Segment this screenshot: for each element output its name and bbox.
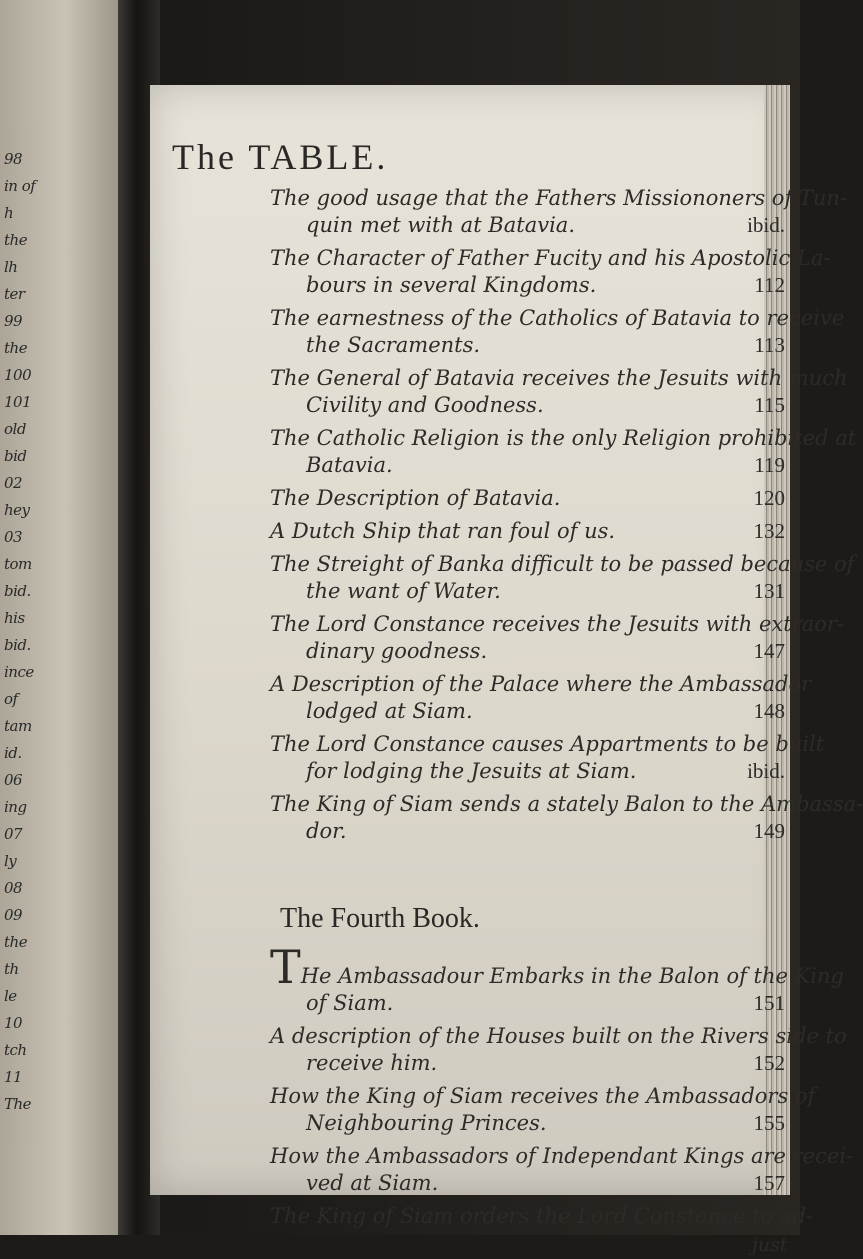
entry-line: dinary goodness.: [306, 639, 488, 663]
page-number: 155: [753, 1111, 785, 1135]
facing-page-fragment: The: [4, 1095, 32, 1113]
facing-page-fragment: th: [4, 960, 19, 978]
book-heading: The Fourth Book.: [280, 903, 480, 934]
entry-line: The Description of Batavia.: [270, 486, 561, 510]
facing-page-fragment: bid.: [4, 582, 31, 600]
entry-line: The General of Batavia receives the Jesuits with much: [270, 366, 848, 390]
entry-line: The Lord Constance causes Appartments to be built: [270, 732, 825, 756]
facing-page-fragment: of: [4, 690, 18, 708]
page-number: 112: [754, 273, 785, 297]
page-number: 147: [753, 639, 785, 663]
contents-entry: [270, 485, 785, 512]
entry-line: lodged at Siam.: [306, 699, 473, 723]
entry-line: The good usage that the Fathers Missiononers of Tun-: [270, 186, 848, 210]
facing-page-fragment: h: [4, 204, 14, 222]
contents-entry: [270, 940, 844, 1017]
contents-entry: [270, 185, 848, 239]
entry-line: of Siam.: [306, 991, 394, 1015]
entry-line: The Streight of Banka difficult to be passed because of: [270, 552, 855, 576]
entry-line: The King of Siam orders the Lord Constance to ad-: [270, 1204, 814, 1228]
entry-line: for lodging the Jesuits at Siam.: [306, 759, 637, 783]
page-number: 151: [753, 991, 785, 1015]
contents-entry: [270, 1083, 816, 1137]
entry-line: Batavia.: [306, 453, 393, 477]
entry-line: How the Ambassadors of Independant Kings are recei-: [270, 1144, 854, 1168]
facing-page-fragment: hey: [4, 501, 30, 519]
contents-entry: [270, 611, 845, 665]
page-title: The TABLE.: [172, 137, 389, 177]
entry-line: A description of the Houses built on the Rivers side to: [270, 1024, 847, 1048]
contents-entry: [270, 1143, 854, 1197]
page-number: 131: [753, 579, 785, 603]
entry-line: bours in several Kingdoms.: [306, 273, 597, 297]
facing-page-fragment: 11: [4, 1068, 23, 1086]
facing-page-fragment: 100: [4, 366, 32, 384]
facing-page-fragment: lh: [4, 258, 18, 276]
contents-entry: [270, 1023, 847, 1077]
facing-page-fragment: the: [4, 339, 28, 357]
entry-line: The King of Siam sends a stately Balon to the Ambassa-: [270, 792, 863, 816]
facing-page-edge: [0, 0, 118, 1235]
contents-entry: [270, 731, 825, 785]
contents-entry: [270, 791, 863, 845]
entry-line: A Dutch Ship that ran foul of us.: [270, 519, 616, 543]
page-number: 149: [753, 819, 785, 843]
entry-line: Civility and Goodness.: [306, 393, 544, 417]
page-number: ibid.: [747, 213, 785, 237]
entry-line: the want of Water.: [306, 579, 501, 603]
facing-page-fragment: 99: [4, 312, 23, 330]
facing-page-fragment: ter: [4, 285, 25, 303]
entry-line: Neighbouring Princes.: [306, 1111, 547, 1135]
page-number: ibid.: [747, 759, 785, 783]
facing-page-fragment: 07: [4, 825, 23, 843]
contents-entry: [270, 518, 785, 545]
facing-page-fragment: id.: [4, 744, 22, 762]
facing-page-fragment: 02: [4, 474, 23, 492]
facing-page-fragment: 98: [4, 150, 23, 168]
catchword: just: [752, 1234, 788, 1256]
entry-line: The Catholic Religion is the only Religion prohibited at: [270, 426, 857, 450]
entry-line: A Description of the Palace where the Ambassador: [270, 672, 812, 696]
page-number: 157: [753, 1171, 785, 1195]
page-number: 113: [754, 333, 785, 357]
page-number: 132: [753, 519, 785, 543]
entry-line: The earnestness of the Catholics of Batavia to receive: [270, 306, 845, 330]
contents-entry: [270, 671, 812, 725]
page-number: 115: [754, 393, 785, 417]
entry-line: the Sacraments.: [306, 333, 481, 357]
facing-page-fragment: 101: [4, 393, 32, 411]
contents-entry: [270, 365, 848, 419]
facing-page-fragment: ince: [4, 663, 34, 681]
entry-line: dor.: [306, 819, 347, 843]
contents-entry: [270, 425, 857, 479]
entry-line: How the King of Siam receives the Ambassadors of: [270, 1084, 816, 1108]
facing-page-fragment: 03: [4, 528, 23, 546]
facing-page-fragment: 06: [4, 771, 23, 789]
facing-page-fragment: his: [4, 609, 25, 627]
contents-entry: [270, 305, 845, 359]
entry-line: The Lord Constance receives the Jesuits with extraor-: [270, 612, 845, 636]
facing-page-fragment: old: [4, 420, 26, 438]
facing-page-fragment: tom: [4, 555, 32, 573]
page-number: 152: [753, 1051, 785, 1075]
facing-page-fragment: the: [4, 231, 28, 249]
contents-entry: [270, 551, 855, 605]
entry-line: The Character of Father Fucity and his Apostolic La-: [270, 246, 831, 270]
page-number: 120: [753, 486, 785, 510]
facing-page-fragment: bid.: [4, 636, 31, 654]
facing-page-fragment: 10: [4, 1014, 23, 1032]
page-number: 148: [753, 699, 785, 723]
contents-entry: [270, 245, 831, 299]
facing-page-fragment: bid: [4, 447, 27, 465]
facing-page-fragment: ly: [4, 852, 17, 870]
facing-page-fragment: le: [4, 987, 17, 1005]
facing-page-fragment: in of: [4, 177, 36, 195]
facing-page-fragment: tch: [4, 1041, 27, 1059]
entry-line: ved at Siam.: [306, 1171, 439, 1195]
facing-page-fragment: 08: [4, 879, 23, 897]
facing-page-fragment: the: [4, 933, 28, 951]
drop-capital: T: [270, 940, 301, 994]
facing-page-fragment: tam: [4, 717, 32, 735]
facing-page-fragment: 09: [4, 906, 23, 924]
page-number: 119: [754, 453, 785, 477]
entry-line: THe Ambassadour Embarks in the Balon of the King: [270, 940, 844, 994]
facing-page-fragment: ing: [4, 798, 27, 816]
contents-entry: [270, 1203, 814, 1230]
entry-line: receive him.: [306, 1051, 438, 1075]
entry-line: quin met with at Batavia.: [306, 213, 575, 237]
